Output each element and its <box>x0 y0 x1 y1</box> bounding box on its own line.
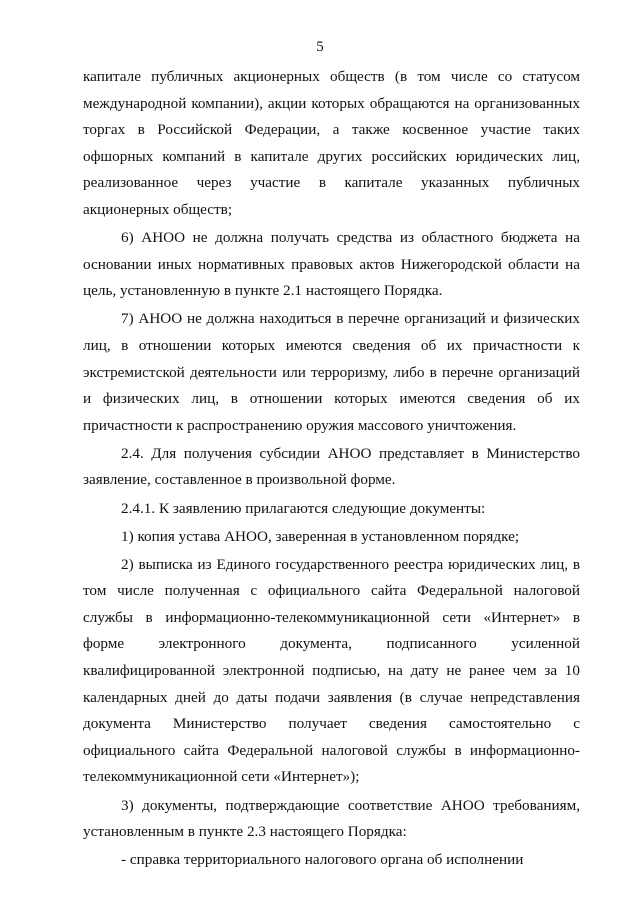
paragraph-section-2-4-1: 2.4.1. К заявлению прилагаются следующие документы: <box>121 499 486 517</box>
paragraph-section-2-4: 2.4. Для получения субсидии АНОО представляет в Министерство заявление, составленное в произвольной форме. <box>83 444 580 489</box>
paragraph-doc-3: 3) документы, подтверждающие соответствие АНОО требованиям, установленным в пункте 2.3 настоящего Порядка: <box>83 796 580 841</box>
page-number: 5 <box>316 39 324 55</box>
paragraph-doc-1: 1) копия устава АНОО, заверенная в установленном порядке; <box>121 527 520 545</box>
paragraph-item-7: 7) АНОО не должна находиться в перечне организаций и физических лиц, в отношении которых имеются сведения об их причастности к экстремистской деятельности или терроризму, либо в перечне организаций и физических лиц, в отношении которых имеются сведения об их причастности к распространению оружия массового уничтожения. <box>83 310 580 434</box>
paragraph-doc-3-bullet-1: - справка территориального налогового органа об исполнении <box>121 851 524 869</box>
paragraph-item-6: 6) АНОО не должна получать средства из областного бюджета на основании иных нормативных правовых актов Нижегородской области на цель, установленную в пункте 2.1 настоящего Порядка. <box>83 229 580 300</box>
document-body <box>83 64 580 875</box>
paragraph-continuation: капитале публичных акционерных обществ (в том числе со статусом международной компании), акции которых обращаются на организованных торгах в Российской Федерации, а также косвенное участие таких офшорных компаний в капитале других российских юридических лиц, реализованное через участие в капитале указанных публичных акционерных обществ; <box>83 68 580 218</box>
paragraph-doc-2: 2) выписка из Единого государственного реестра юридических лиц, в том числе полученная с официального сайта Федеральной налоговой службы в информационно-телекоммуникационной сети «Интернет» в форме электронного документа, подписанного усиленной квалифицированной электронной подписью, на дату не ранее чем за 10 календарных дней до даты подачи заявления (в случае непредставления документа Министерство получает сведения самостоятельно с официального сайта Федеральной налоговой службы в информационно-телекоммуникационной сети «Интернет»); <box>83 555 580 786</box>
